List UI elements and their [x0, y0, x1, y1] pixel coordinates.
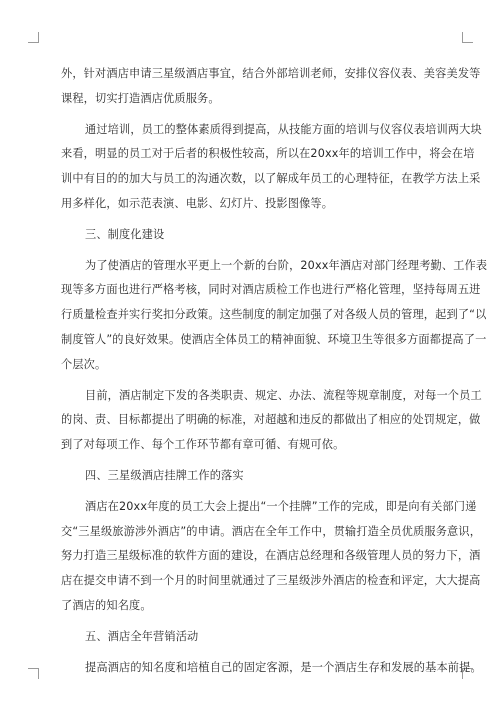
crop-mark-bottom-left — [28, 668, 39, 679]
paragraph-line: 行质量检查并实行奖扣分政策。这些制度的制定加强了对各级人员的管理，起到了“以 — [61, 308, 487, 322]
paragraph-line: 酒店在20xx年度的员工大会上提出“一个挂牌”工作的完成，即是向有关部门递 — [85, 499, 477, 513]
paragraph-line: 努力打造三星级标准的软件方面的建设，在酒店总经理和各级管理人员的努力下，酒 — [61, 549, 481, 563]
paragraph-line: 为了使酒店的管理水平更上一个新的台阶，20xx年酒店对部门经理考勤、工作表 — [85, 258, 488, 272]
paragraph-line: 通过培训，员工的整体素质得到提高，从技能方面的培训与仪容仪表培训两大块 — [85, 122, 482, 136]
paragraph-line: 到了对每项工作、每个工作环节都有章可循、有规可依。 — [61, 438, 345, 452]
crop-mark-top-left — [28, 32, 39, 43]
document-body — [61, 62, 488, 680]
paragraph-line: 制度管人”的良好效果。使酒店全体员工的精神面貌、环境卫生等很多方面都提高了一 — [61, 332, 487, 346]
paragraph-line: 用多样化，如示范表演、电影、幻灯片、投影图像等。 — [61, 196, 334, 210]
paragraph-line: 外，针对酒店申请三星级酒店事宜，结合外部培训老师，安排仪容仪表、美容美发等 — [61, 67, 481, 80]
paragraph-line: 个层次。 — [61, 357, 107, 371]
paragraph-line: 了酒店的知名度。 — [61, 598, 152, 612]
section-heading: 五、酒店全年营销活动 — [85, 629, 199, 643]
paragraph-line: 交“三星级旅游涉外酒店”的申请。酒店在全年工作中，贯输打造全员优质服务意识， — [61, 524, 482, 538]
paragraph-line: 店在提交申请不到一个月的时间里就通过了三星级涉外酒店的检查和评定，大大提高 — [61, 574, 481, 588]
paragraph-line: 课程，切实打造酒店优质服务。 — [61, 91, 220, 105]
paragraph-line: 目前，酒店制定下发的各类职责、规定、办法、流程等规章制度，对每一个员工 — [85, 388, 482, 402]
paragraph-line: 现等多方面也进行严格考核，同时对酒店质检工作也进行严格化管理，坚持每周五进 — [61, 283, 481, 297]
section-heading: 四、三星级酒店挂牌工作的落实 — [85, 468, 244, 482]
paragraph-line: 提高酒店的知名度和培植自己的固定客源，是一个酒店生存和发展的基本前提。 — [85, 660, 482, 674]
paragraph-line: 训中有目的的加大与员工的沟通次数，以了解成年员工的心理特征，在教学方法上采 — [61, 172, 481, 186]
paragraph-line: 的岗、责、目标都提出了明确的标准，对超越和违反的都做出了相应的处罚规定，做 — [61, 413, 481, 427]
crop-mark-top-right — [462, 32, 473, 43]
section-heading: 三、制度化建设 — [85, 227, 165, 241]
paragraph-line: 来看，明显的员工对于后者的积极性较高，所以在20xx年的培训工作中，将会在培 — [61, 147, 475, 161]
